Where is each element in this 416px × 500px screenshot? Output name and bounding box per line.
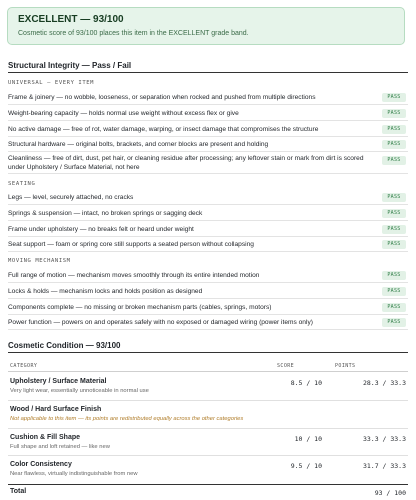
table-row [8,402,408,429]
grade-banner [7,7,405,45]
check-text: Frame & joinery — no wobble, looseness, or separation when rocked and pushed from multiple directions [8,94,316,101]
pass-badge: PASS [382,109,406,118]
check-row [8,191,408,205]
check-row [8,238,408,252]
check-row [8,268,408,283]
pass-badge: PASS [382,225,406,234]
check-row [8,316,408,330]
category-points: 33.3 / 33.3 [362,435,406,443]
table-row [8,373,408,401]
pass-badge: PASS [382,318,406,327]
group-label-seating: SEATING [8,181,36,187]
check-text: Legs — level, securely attached, no cracks [8,194,134,201]
cosmetic-section-title: Cosmetic Condition — 93/100 [8,341,121,350]
header-category: CATEGORY [10,363,38,369]
category-name: Upholstery / Surface Material [10,378,107,385]
category-score: 9.5 / 10 [290,462,322,470]
check-row [8,300,408,315]
check-text: Springs & suspension — intact, no broken springs or sagging deck [8,210,203,217]
total-points: 93 / 100 [374,489,406,497]
category-points: 28.3 / 33.3 [362,379,406,387]
section-divider [8,352,408,353]
category-name: Color Consistency [10,461,72,468]
check-row [8,138,408,152]
category-name: Cushion & Fill Shape [10,434,81,441]
check-row [8,122,408,137]
pass-badge: PASS [382,125,406,134]
check-text: Weight-bearing capacity — holds normal use weight without excess flex or give [8,110,239,117]
header-score: SCORE [277,363,295,369]
pass-badge: PASS [382,93,406,102]
table-row [8,430,408,456]
check-row [8,153,408,174]
pass-badge: PASS [382,156,406,165]
category-description: Near flawless, virtually indistinguishable from new [10,471,138,477]
pass-badge: PASS [382,209,406,218]
check-text: Cleanliness — free of dirt, dust, pet hair, or cleaning residue after processing; any leftover stain or mark from dirt is scored under Upholstery / Surface Material, not here [8,155,364,171]
category-points: 31.7 / 33.3 [362,462,406,470]
category-score: 8.5 / 10 [290,379,322,387]
check-text: No active damage — free of rot, water damage, warping, or insect damage that compromises the structure [8,126,319,133]
category-description: Full shape and loft retained — like new [10,444,110,450]
check-text: Seat support — foam or spring core still supports a seated person without collapsing [8,241,254,248]
pass-badge: PASS [382,271,406,280]
total-label: Total [10,488,27,495]
check-row [8,222,408,237]
pass-badge: PASS [382,287,406,296]
pass-badge: PASS [382,193,406,202]
category-description: Very light wear, essentially unnoticeable in normal use [10,388,149,394]
table-header [8,362,408,372]
check-text: Frame under upholstery — no breaks felt or heard under weight [8,226,194,233]
section-divider [8,72,408,73]
category-description: Not applicable to this item — its points are redistributed equally across the other categories [10,416,244,422]
structural-section-title: Structural Integrity — Pass / Fail [8,61,132,70]
grade-subtitle: Cosmetic score of 93/100 places this item in the EXCELLENT grade band. [18,30,249,37]
check-text: Full range of motion — mechanism moves smoothly through its entire intended motion [8,272,260,279]
pass-badge: PASS [382,240,406,249]
check-text: Power function — powers on and operates safely with no exposed or damaged wiring (power items only) [8,319,313,326]
check-row [8,284,408,299]
category-score: 10 / 10 [294,435,322,443]
pass-badge: PASS [382,140,406,149]
check-row [8,91,408,105]
total-row [8,484,408,498]
grade-title: EXCELLENT — 93/100 [18,14,124,25]
check-row [8,106,408,121]
check-text: Structural hardware — original bolts, brackets, and corner blocks are present and holding [8,141,269,148]
header-points: POINTS [335,363,356,369]
group-label-moving-mechanism: MOVING MECHANISM [8,258,71,264]
table-row [8,457,408,483]
check-text: Locks & holds — mechanism locks and holds position as designed [8,288,203,295]
category-name: Wood / Hard Surface Finish [10,406,102,413]
check-row [8,206,408,221]
group-label-universal: UNIVERSAL — EVERY ITEM [8,80,95,86]
pass-badge: PASS [382,303,406,312]
check-text: Components complete — no missing or broken mechanism parts (cables, springs, motors) [8,304,272,311]
